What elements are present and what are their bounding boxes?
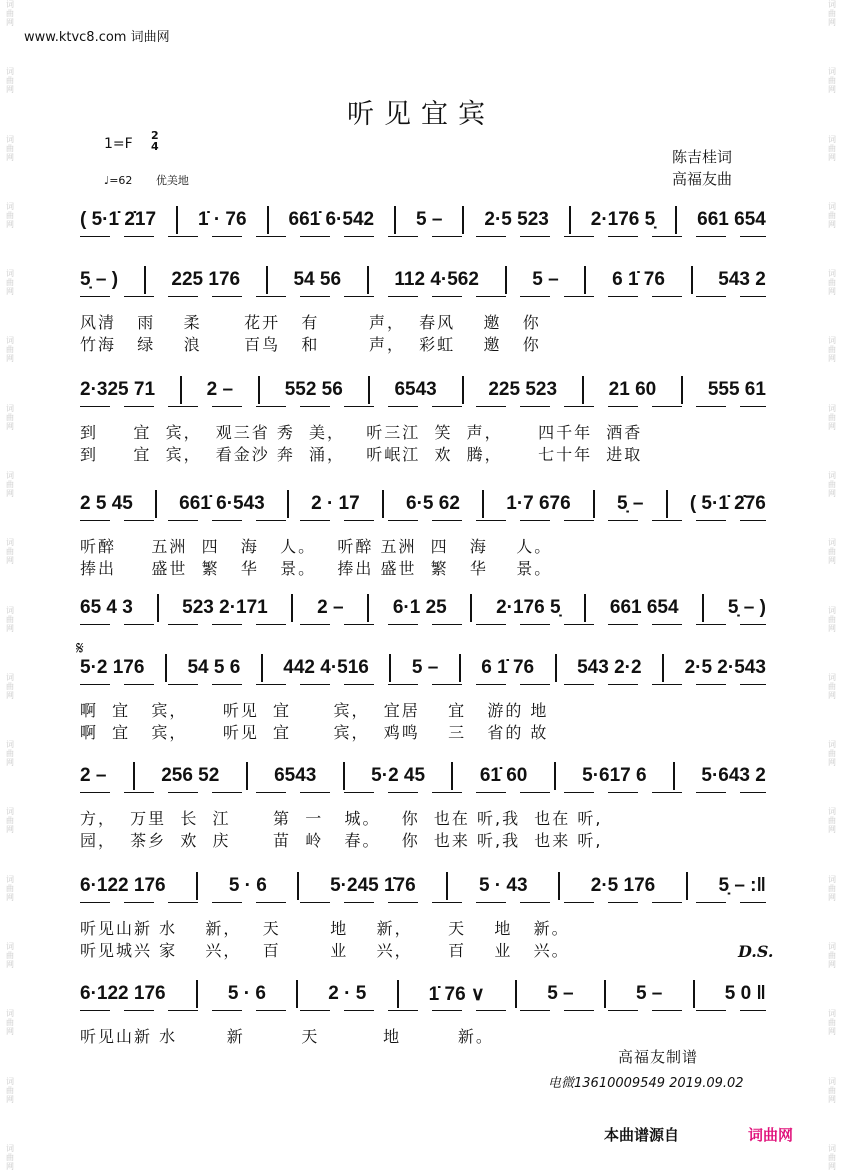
watermark-mark: 词曲网 [827,0,837,27]
measure: 1̇ 76 ∨ [428,983,485,1005]
notation-line [80,762,766,790]
barline [382,490,384,518]
barline [246,762,248,790]
barline [446,872,448,900]
measure: 661̇ 6·542 [288,209,375,230]
barline [462,206,464,234]
measure: 543 2·2 [577,657,642,678]
tempo-mark: ♩=62 [104,174,133,187]
barline [267,206,269,234]
measure: 54 5 6 [187,657,241,678]
measure: 6·1 25 [392,597,447,618]
meter-bottom: 4 [151,140,159,153]
watermark-mark: 词曲网 [5,201,15,229]
measure: 661 654 [697,209,766,230]
barline [462,376,464,404]
watermark-mark: 词曲网 [827,269,837,297]
watermark-mark: 词曲网 [827,470,837,498]
barline [196,872,198,900]
lyric-line: 到 宜 宾， 看金沙 奔 涌， 听岷江 欢 腾， 七十年 进取 [80,445,643,464]
measure: 661̇ 6·543 [179,493,265,514]
lyric-line: 啊 宜 宾， 听见 宜 宾， 宜居 宜 游的 地 [80,701,549,720]
measure: 61̇ 60 [479,765,528,786]
measure: 2 5 45 [80,493,133,514]
score-row [80,980,766,1044]
measure: 65 4 3 [80,597,133,618]
measure: 552 56 [284,379,343,400]
watermark-mark: 词曲网 [827,1143,837,1171]
beam-underline [80,236,766,237]
barline [681,376,683,404]
watermark-mark: 词曲网 [5,538,15,566]
left-watermark-strip [2,0,18,1171]
barline [593,490,595,518]
measure: 5·617 6 [582,765,647,786]
notation-line [80,654,766,682]
watermark-mark: 词曲网 [827,672,837,700]
barline [176,206,178,234]
measure: 5̣ – :‖ [718,875,766,896]
song-title: 听见宜宾 [347,99,495,130]
watermark-mark: 词曲网 [5,470,15,498]
lyric-line: 捧出 盛世 繁 华 景。 捧出 盛世 繁 华 景。 [80,559,553,578]
measure: 5 · 6 [228,875,267,896]
measure: 5̣ – [617,493,644,514]
measure: 225 176 [171,269,241,290]
barline [266,266,268,294]
barline [482,490,484,518]
composer: 高福友曲 [672,170,733,188]
measure: 6·122 176 [80,875,166,896]
barline [604,980,606,1008]
watermark-mark: 词曲网 [827,403,837,431]
ds-mark: D.S. [738,942,774,961]
lyric-line: 听醉 五洲 四 海 人。 听醉 五洲 四 海 人。 [80,537,553,556]
barline [515,980,517,1008]
measure: 543 2 [718,269,766,290]
barline [584,594,586,622]
barline [673,762,675,790]
score-row [80,762,766,850]
score-row [80,594,766,658]
measure: 2 – [80,765,107,786]
measure: 442 4·516 [283,657,369,678]
key-signature: 1=F [104,136,133,152]
score-row [80,490,766,578]
notation-line [80,206,766,234]
measure: 5̣ – ) [80,269,119,290]
notation-line [80,376,766,404]
site-header[interactable]: www.ktvc8.com 词曲网 [24,30,170,45]
measure: 5 – [635,983,663,1004]
watermark-mark: 词曲网 [827,740,837,768]
lyric-line: 方， 万里 长 江 第 一 城。 你 也在 听,我 也在 听, [80,809,603,828]
watermark-mark: 词曲网 [5,941,15,969]
barline [569,206,571,234]
beam-underline [80,520,766,521]
barline [397,980,399,1008]
measure: 5 – [416,209,443,230]
beam-underline [80,792,766,793]
barline [368,376,370,404]
barline [343,762,345,790]
watermark-mark: 词曲网 [827,67,837,95]
contact-line: 电微13610009549 2019.09.02 [548,1076,744,1091]
right-watermark-strip [824,0,840,1171]
notation-line [80,980,766,1008]
measure: 6543 [394,379,437,400]
watermark-mark: 词曲网 [827,874,837,902]
score-row [80,654,766,742]
watermark-mark: 词曲网 [827,336,837,364]
barline [133,762,135,790]
barline [258,376,260,404]
measure: 2 · 17 [311,493,360,514]
watermark-mark: 词曲网 [5,874,15,902]
footer-source-label: 本曲谱源自 [604,1126,680,1144]
measure: 5·245 1̇76 [330,875,416,896]
watermark-mark: 词曲网 [827,538,837,566]
measure: 6543 [274,765,317,786]
barline [662,654,664,682]
measure: 112 4·562 [394,269,479,290]
beam-underline [80,406,766,407]
measure: 555 61 [707,379,766,400]
measure: 5 – [411,657,439,678]
measure: 5 0 ‖ [724,983,766,1004]
measure: 2 · 5 [328,983,367,1004]
measure: 5 · 43 [478,875,528,896]
barline [389,654,391,682]
barline [144,266,146,294]
lyricist: 陈吉桂词 [672,148,733,166]
barline [291,594,293,622]
measure: 2·176 5̣ [590,209,656,230]
measure: 2·5 523 [484,209,549,230]
barline [261,654,263,682]
watermark-mark: 词曲网 [5,336,15,364]
measure: 256 52 [161,765,220,786]
credits [672,146,732,190]
barline [459,654,461,682]
score-row [80,206,766,270]
lyric-line: 听见山新 水 新 天 地 新。 [80,1027,494,1046]
lyric-line: 风清 雨 柔 花开 有 声， 春风 邀 你 [80,313,541,332]
tempo-line [104,172,189,188]
measure: 5 – [547,983,574,1004]
measure: 2·5 176 [590,875,656,896]
watermark-mark: 词曲网 [5,807,15,835]
barline [693,980,695,1008]
barline [296,980,298,1008]
notation-line [80,490,766,518]
measure: 2·325 71 [80,379,156,400]
time-signature [151,130,159,152]
barline [582,376,584,404]
measure: 5·2 176 [80,657,145,678]
watermark-mark: 词曲网 [827,941,837,969]
watermark-mark: 词曲网 [827,1076,837,1104]
lyric-line: 听见山新 水 新， 天 地 新， 天 地 新。 [80,919,570,938]
barline [297,872,299,900]
barline [584,266,586,294]
barline [555,654,557,682]
notation-line [80,594,766,622]
score-row [80,266,766,354]
arranger: 高福友制谱 [618,1048,699,1066]
measure: 5 – [532,269,559,290]
watermark-mark: 词曲网 [5,0,15,27]
measure: 54 56 [293,269,342,290]
beam-underline [80,296,766,297]
watermark-mark: 词曲网 [5,1143,15,1171]
watermark-mark: 词曲网 [5,740,15,768]
barline [451,762,453,790]
watermark-mark: 词曲网 [5,134,15,162]
measure: 2·176 5̣ [496,597,561,618]
beam-underline [80,902,766,903]
measure: 5̣ – ) [727,597,766,618]
watermark-mark: 词曲网 [827,201,837,229]
barline [505,266,507,294]
barline [155,490,157,518]
barline [702,594,704,622]
watermark-mark: 词曲网 [827,1009,837,1037]
measure: 21 60 [608,379,657,400]
measure: 6 1̇ 76 [481,657,535,678]
watermark-mark: 词曲网 [827,807,837,835]
measure: 5·2 45 [371,765,426,786]
lyric-line: 园， 茶乡 欢 庆 苗 岭 春。 你 也来 听,我 也来 听, [80,831,603,850]
barline [470,594,472,622]
barline [196,980,198,1008]
lyric-line: 啊 宜 宾， 听见 宜 宾， 鸡鸣 三 省的 故 [80,723,549,742]
watermark-mark: 词曲网 [827,134,837,162]
beam-underline [80,1010,766,1011]
measure: 6·5 62 [406,493,460,514]
barline [666,490,668,518]
measure: 225 523 [488,379,558,400]
measure: 6 1̇ 76 [612,269,665,290]
lyric-line: 到 宜 宾， 观三省 秀 美， 听三江 笑 声， 四千年 酒香 [80,423,643,442]
barline [554,762,556,790]
barline [558,872,560,900]
measure: 2·5 2·543 [684,657,766,678]
notation-line [80,266,766,294]
barline [367,266,369,294]
barline [675,206,677,234]
meter-top: 2 [151,129,159,142]
watermark-mark: 词曲网 [827,605,837,633]
segno-sign: 𝄋 [76,638,84,659]
watermark-mark: 词曲网 [5,67,15,95]
lyric-line: 竹海 绿 浪 百鸟 和 声， 彩虹 邀 你 [80,335,541,354]
measure: 523 2·171 [182,597,268,618]
watermark-mark: 词曲网 [5,605,15,633]
beam-underline [80,624,766,625]
watermark-mark: 词曲网 [5,403,15,431]
watermark-mark: 词曲网 [5,1009,15,1037]
watermark-mark: 词曲网 [5,269,15,297]
measure: 6·122 176 [80,983,166,1004]
expression-mark: 优美地 [155,174,189,187]
lyric-line: 听见城兴 家 兴， 百 业 兴， 百 业 兴。 [80,941,570,960]
measure: 5·643 2 [701,765,766,786]
barline [157,594,159,622]
barline [394,206,396,234]
measure: ( 5·1̇ 2̇76 [689,493,766,514]
score-row [80,376,766,464]
measure: 5 · 6 [227,983,266,1004]
measure: 2 – [317,597,344,618]
measure: 1̇ · 76 [197,209,247,230]
barline [367,594,369,622]
beam-underline [80,684,766,685]
watermark-mark: 词曲网 [5,1076,15,1104]
measure: 661 654 [609,597,679,618]
barline [686,872,688,900]
barline [287,490,289,518]
barline [165,654,167,682]
measure: 2 – [206,379,234,400]
barline [180,376,182,404]
notation-line [80,872,766,900]
measure: ( 5·1̇ 2̇17 [80,209,157,230]
watermark-mark: 词曲网 [5,672,15,700]
footer-brand-link[interactable]: 词曲网 [748,1126,794,1144]
measure: 1·7 676 [506,493,571,514]
barline [691,266,693,294]
